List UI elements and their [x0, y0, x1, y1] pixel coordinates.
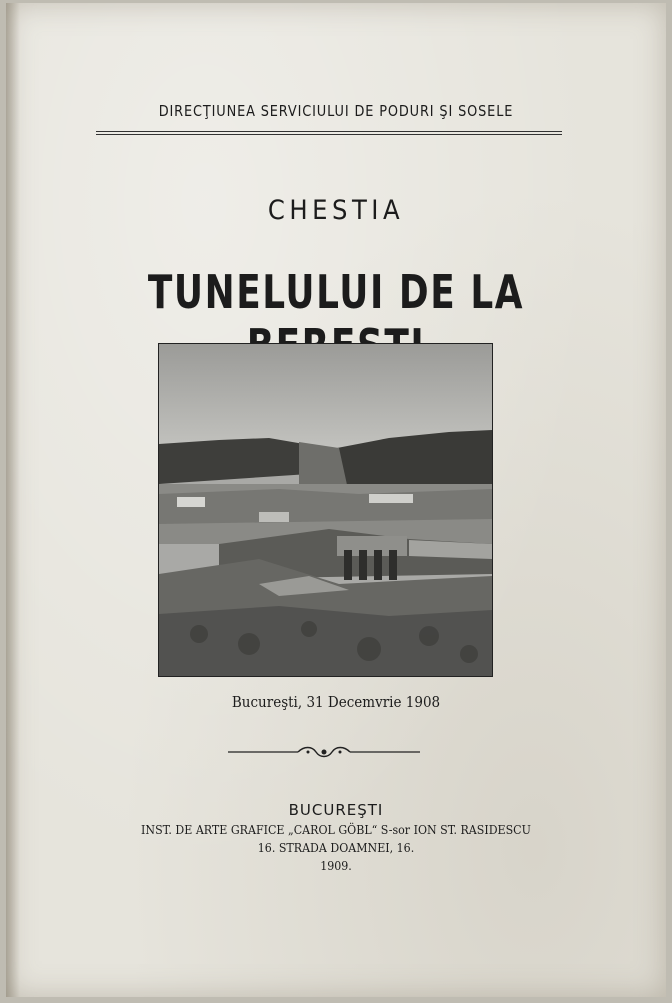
- book-cover: [6, 3, 666, 997]
- page-title: TUNELULUI DE LA: [147, 265, 525, 319]
- spine-shadow: [6, 3, 20, 997]
- landscape-photo: [158, 343, 493, 677]
- imprint-city: BUCUREŞTI: [288, 801, 384, 819]
- imprint-publisher: INST. DE ARTE GRAFICE „CAROL GÖBL“ S-sor ION ST. RASIDESCU: [141, 823, 531, 837]
- imprint-year: 1909.: [320, 859, 352, 873]
- ornament-divider: [228, 745, 420, 759]
- header-rule-bottom: [96, 134, 562, 135]
- tunnel-landscape-illustration: [159, 344, 492, 676]
- subtitle: CHESTIA: [267, 195, 405, 226]
- header-rule-top: [96, 131, 562, 132]
- imprint-address: 16. STRADA DOAMNEI, 16.: [257, 841, 415, 855]
- date-line: Bucureşti, 31 Decemvrie 1908: [231, 693, 441, 711]
- issuing-directorate: DIRECŢIUNEA SERVICIULUI DE PODURI ŞI SOSELE: [158, 102, 514, 120]
